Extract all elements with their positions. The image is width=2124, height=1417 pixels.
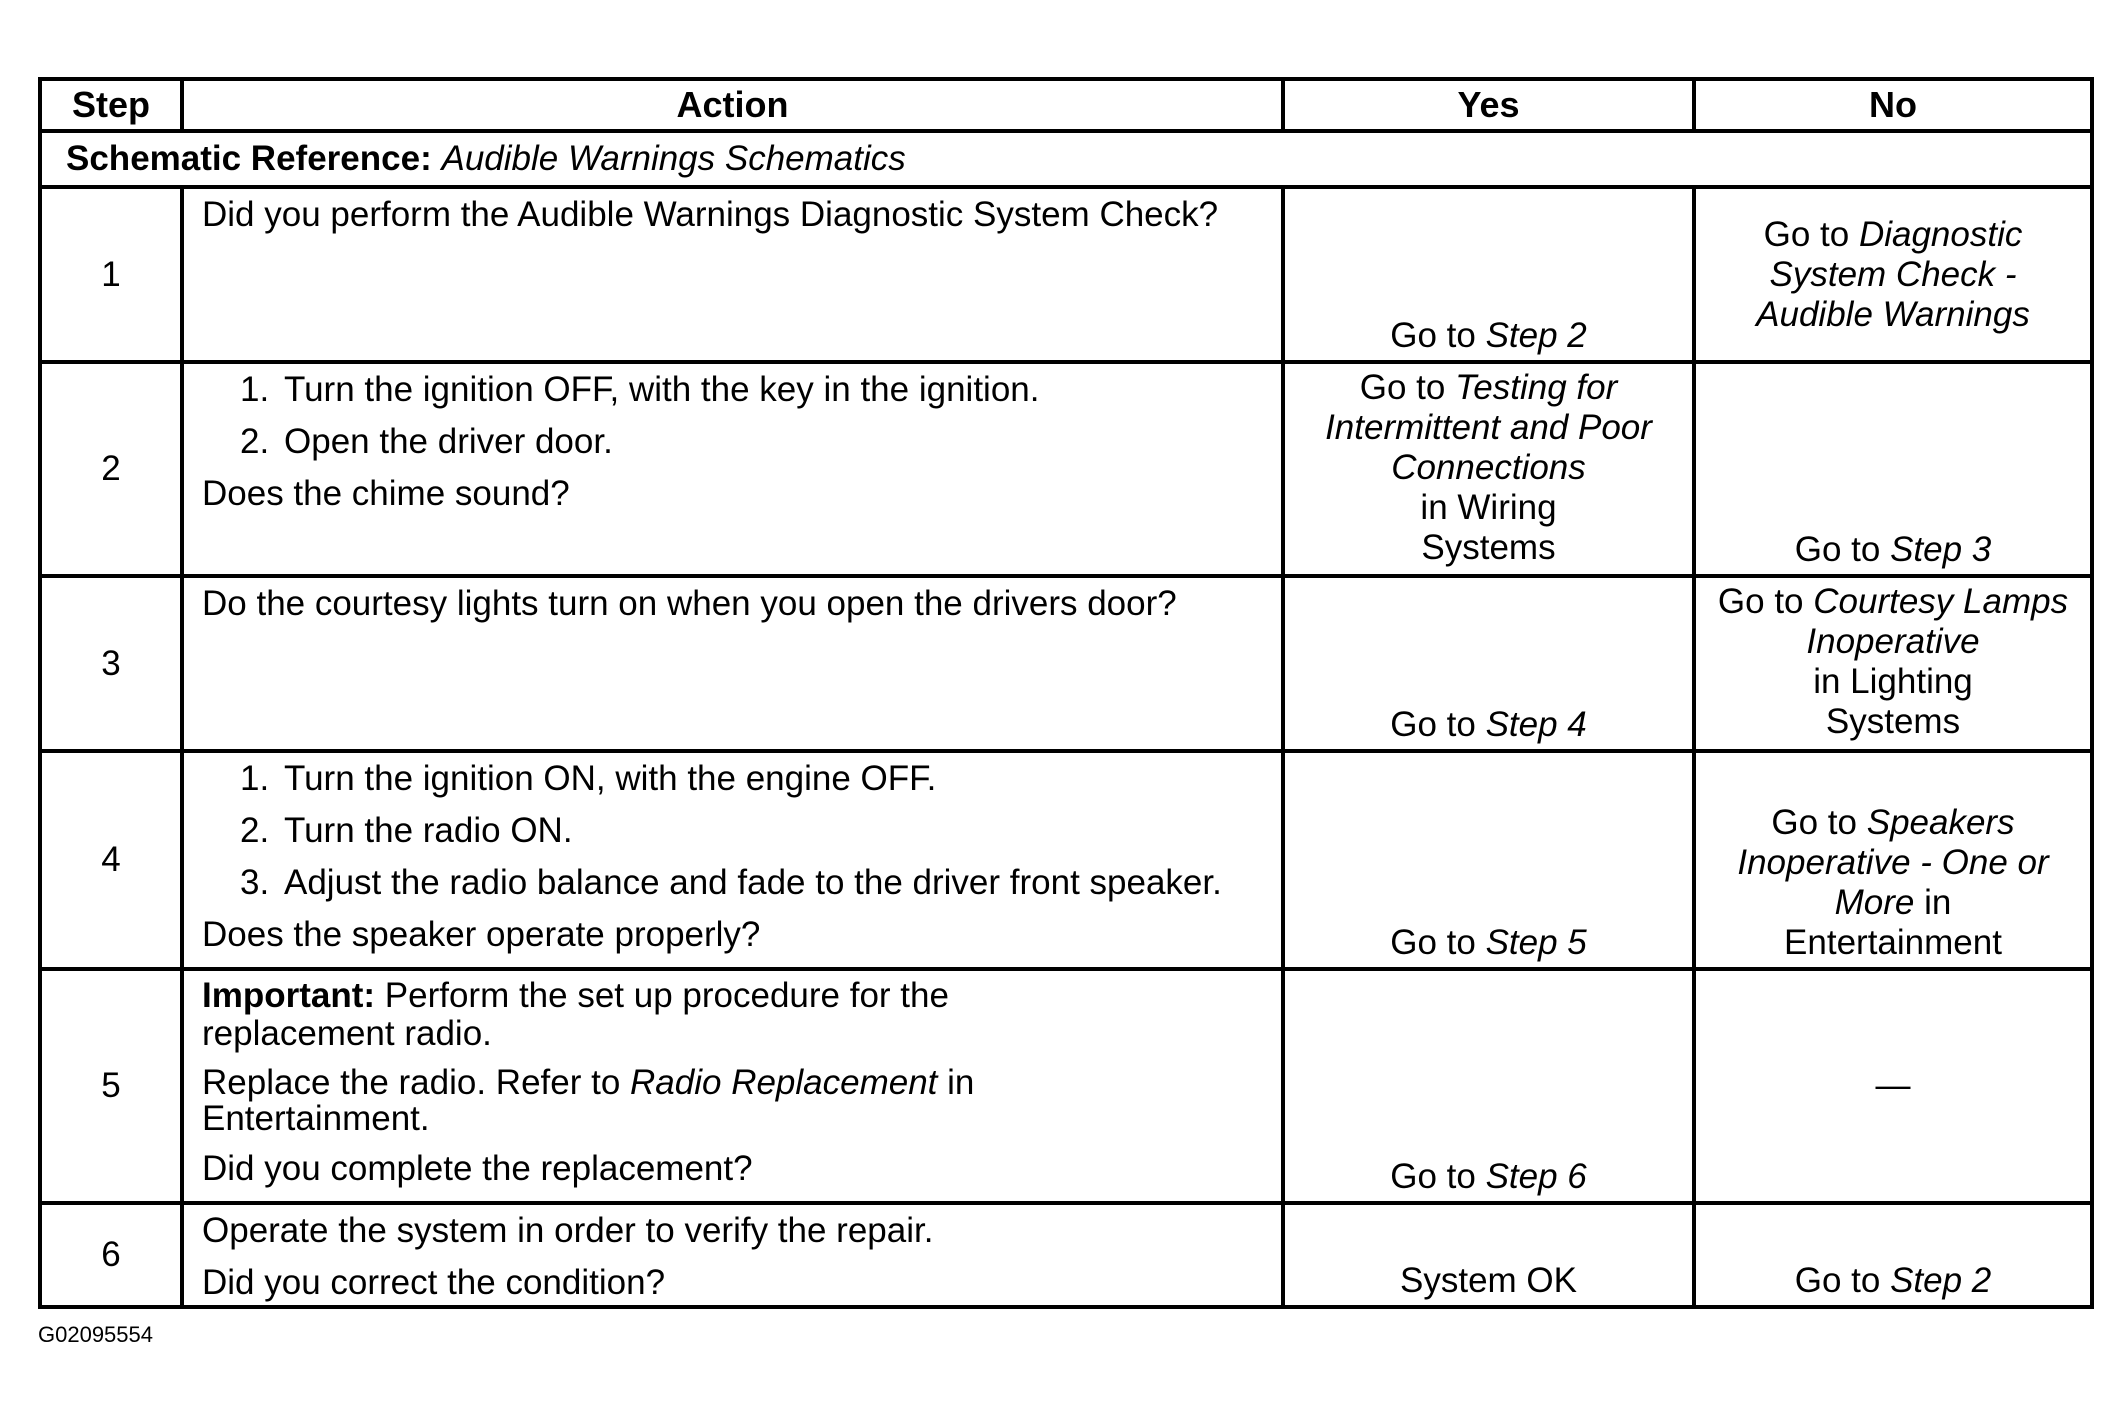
reference-link[interactable]: System Check - bbox=[1769, 254, 2017, 294]
step-link[interactable]: Step 3 bbox=[1890, 530, 1992, 569]
no-result: Go to Step 2 bbox=[1794, 1261, 1992, 1300]
header-no: No bbox=[1694, 79, 2092, 131]
step-number: 2 bbox=[40, 362, 182, 576]
yes-cell bbox=[1283, 362, 1694, 576]
reference-link[interactable]: Testing for bbox=[1455, 368, 1618, 407]
action-cell bbox=[182, 187, 1283, 362]
table-row bbox=[40, 576, 2092, 751]
action-line: Operate the system in order to verify the repair. bbox=[202, 1211, 934, 1250]
no-result: Go to Courtesy Lamps Inoperative in Lighting Systems bbox=[1717, 582, 2069, 741]
action-cell bbox=[182, 576, 1283, 751]
step-number: 1 bbox=[40, 187, 182, 362]
schematic-reference-row bbox=[40, 131, 2092, 187]
action-cell bbox=[182, 362, 1283, 576]
no-result: Go to Step 3 bbox=[1794, 530, 1992, 569]
reference-link[interactable]: More bbox=[1834, 883, 1915, 922]
schematic-reference bbox=[40, 131, 2092, 187]
yes-result: Go to Step 6 bbox=[1390, 1157, 1587, 1196]
replace-instruction: Replace the radio. Refer to Radio Replacement in Entertainment. bbox=[202, 1063, 975, 1138]
step-number: 3 bbox=[40, 576, 182, 751]
no-cell bbox=[1694, 362, 2092, 576]
figure-code: G02095554 bbox=[38, 1322, 153, 1347]
action-item: 2. Open the driver door. bbox=[240, 422, 613, 461]
reference-link[interactable]: Connections bbox=[1391, 448, 1586, 487]
action-item: 3. Adjust the radio balance and fade to the driver front speaker. bbox=[240, 863, 1222, 902]
action-cell bbox=[182, 1203, 1283, 1307]
table-row bbox=[40, 751, 2092, 969]
no-cell bbox=[1694, 1203, 2092, 1307]
reference-link[interactable]: Speakers bbox=[1866, 803, 2015, 842]
step-number: 6 bbox=[40, 1203, 182, 1307]
step-number: 4 bbox=[40, 751, 182, 969]
action-cell bbox=[182, 751, 1283, 969]
step-link[interactable]: Step 5 bbox=[1485, 923, 1587, 962]
step-number: 5 bbox=[40, 969, 182, 1203]
header-yes: Yes bbox=[1283, 79, 1694, 131]
yes-result: System OK bbox=[1400, 1261, 1577, 1300]
action-question: Do the courtesy lights turn on when you open the drivers door? bbox=[202, 584, 1177, 623]
no-cell bbox=[1694, 576, 2092, 751]
reference-link[interactable]: Diagnostic bbox=[1858, 214, 2023, 254]
reference-link[interactable]: Inoperative bbox=[1806, 622, 1980, 661]
reference-link[interactable]: Radio Replacement bbox=[630, 1063, 938, 1102]
important-note: Important: Perform the set up procedure for the replacement radio. bbox=[202, 976, 949, 1053]
step-link[interactable]: Step 6 bbox=[1485, 1157, 1587, 1196]
reference-link[interactable]: Audible Warnings bbox=[1756, 294, 2030, 334]
reference-link[interactable]: Courtesy Lamps bbox=[1813, 582, 2069, 621]
action-question: Did you correct the condition? bbox=[202, 1263, 666, 1302]
diagnostic-table bbox=[38, 77, 2094, 1309]
table-row bbox=[40, 187, 2092, 362]
no-cell bbox=[1694, 751, 2092, 969]
yes-result: Go to Testing for Intermittent and Poor Connections in Wiring Systems bbox=[1325, 368, 1652, 567]
no-cell bbox=[1694, 969, 2092, 1203]
table-row bbox=[40, 362, 2092, 576]
action-item: 1. Turn the ignition OFF, with the key in the ignition. bbox=[240, 370, 1040, 409]
action-question: Does the chime sound? bbox=[202, 474, 570, 513]
reference-link[interactable]: Intermittent and Poor bbox=[1325, 408, 1652, 447]
action-question: Did you complete the replacement? bbox=[202, 1149, 753, 1188]
table-header-row bbox=[40, 79, 2092, 131]
schematic-reference-label: Schematic Reference: bbox=[66, 139, 432, 178]
action-question: Did you perform the Audible Warnings Diagnostic System Check? bbox=[202, 195, 1219, 234]
table-row bbox=[40, 969, 2092, 1203]
important-label: Important: bbox=[202, 976, 376, 1015]
yes-cell bbox=[1283, 187, 1694, 362]
action-item: 1. Turn the ignition ON, with the engine OFF. bbox=[240, 759, 937, 798]
schematic-reference-link[interactable]: Audible Warnings Schematics bbox=[441, 139, 906, 178]
yes-cell bbox=[1283, 969, 1694, 1203]
yes-result: Go to Step 4 bbox=[1390, 705, 1587, 744]
action-cell bbox=[182, 969, 1283, 1203]
reference-link[interactable]: Inoperative - One or bbox=[1737, 843, 2049, 882]
no-result: Go to Speakers Inoperative - One or More in Entertainment bbox=[1737, 803, 2049, 962]
no-result: — bbox=[1875, 1066, 1911, 1105]
action-item: 2. Turn the radio ON. bbox=[240, 811, 573, 850]
step-link[interactable]: Step 2 bbox=[1485, 316, 1587, 355]
no-result: Go to Diagnostic System Check - Audible Warnings bbox=[1756, 214, 2030, 334]
header-action: Action bbox=[182, 79, 1283, 131]
header-step: Step bbox=[40, 79, 182, 131]
step-link[interactable]: Step 4 bbox=[1485, 705, 1587, 744]
yes-cell bbox=[1283, 751, 1694, 969]
action-question: Does the speaker operate properly? bbox=[202, 915, 761, 954]
yes-result: Go to Step 5 bbox=[1390, 923, 1587, 962]
yes-cell bbox=[1283, 576, 1694, 751]
no-cell bbox=[1694, 187, 2092, 362]
yes-result: Go to Step 2 bbox=[1390, 316, 1587, 355]
yes-cell bbox=[1283, 1203, 1694, 1307]
table-row bbox=[40, 1203, 2092, 1307]
step-link[interactable]: Step 2 bbox=[1890, 1261, 1992, 1300]
